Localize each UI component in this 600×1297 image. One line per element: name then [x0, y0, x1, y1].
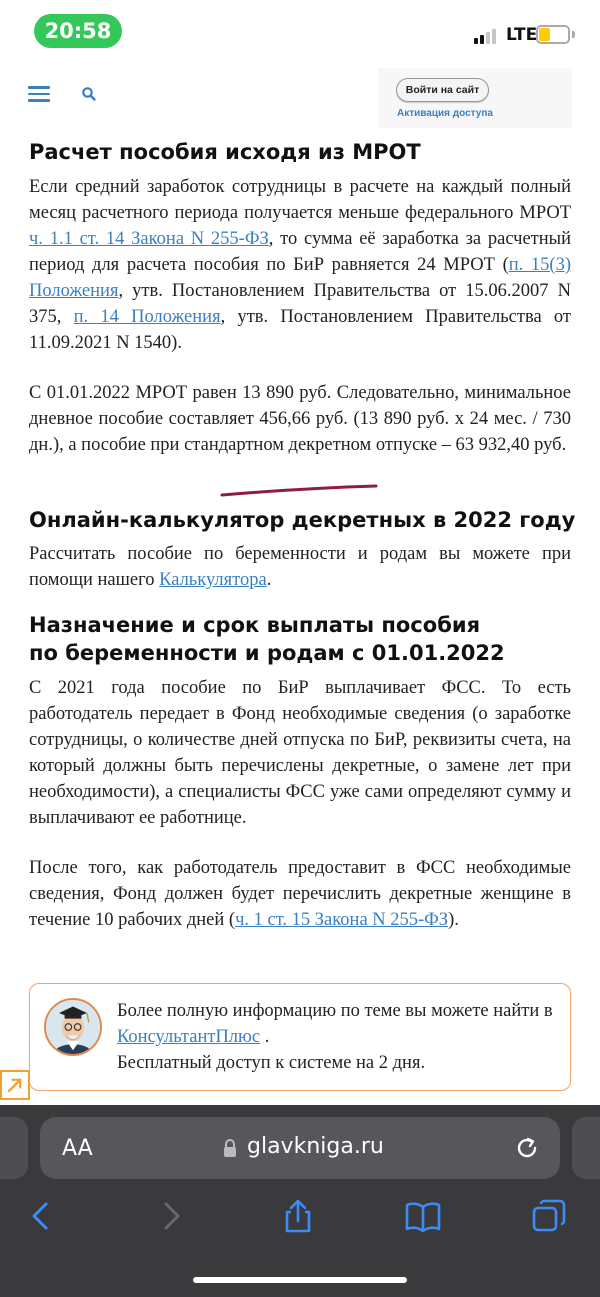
regulation-link-14[interactable]: п. 14 Положения	[73, 307, 221, 327]
law-link-255fz[interactable]: ч. 1.1 ст. 14 Закона N 255-ФЗ	[29, 229, 269, 249]
previous-tab-preview[interactable]	[0, 1117, 28, 1179]
login-button[interactable]: Войти на сайт	[396, 78, 489, 102]
signal-strength-icon	[474, 26, 500, 44]
professor-avatar-icon	[44, 998, 102, 1056]
bookmarks-icon[interactable]	[405, 1198, 441, 1234]
consultant-info-text: Более полную информацию по теме вы можете найти в КонсультантПлюс . Бесплатный доступ к системе на 2 дня.	[117, 1001, 553, 1073]
paragraph-mrot-2022: С 01.01.2022 МРОТ равен 13 890 руб. Следовательно, минимальное дневное пособие составляет 456,66 руб. (13 890 руб. х 24 мес. / 730 дн.), а пособие при стандартном декретном отпуске – 63 932,40 руб.	[29, 383, 571, 455]
section-heading-mrot: Расчет пособия исходя из МРОТ	[29, 140, 421, 164]
forward-arrow-icon[interactable]	[154, 1198, 190, 1234]
back-arrow-icon[interactable]	[24, 1198, 60, 1234]
network-type: LTE	[506, 25, 538, 45]
home-indicator[interactable]	[193, 1277, 407, 1283]
status-time[interactable]: 20:58	[34, 14, 122, 48]
section-heading-calculator: Онлайн-калькулятор декретных в 2022 году	[29, 508, 576, 532]
battery-tip	[572, 31, 575, 38]
search-icon[interactable]	[81, 86, 97, 102]
expand-arrow-icon[interactable]	[0, 1070, 30, 1100]
consultant-plus-link[interactable]: КонсультантПлюс	[117, 1027, 261, 1047]
paragraph-fss-payment: С 2021 года пособие по БиР выплачивает ФСС. То есть работодатель передает в Фонд необходимые сведения (о заработке сотрудницы, о количестве дней отпуска по БиР, реквизиты счета, на который должны быть перечислены декретные, о замене лет при необходимости), а специалисты ФСС уже сами определяют сумму и выплачивают ее работнице.	[29, 678, 571, 828]
paragraph-calculator: Рассчитать пособие по беременности и родам вы можете при помощи нашего Калькулятора.	[29, 544, 571, 590]
activation-link[interactable]: Активация доступа	[397, 108, 493, 119]
section-heading-payment	[29, 611, 505, 667]
law-link-15-255fz[interactable]: ч. 1 ст. 15 Закона N 255-ФЗ	[235, 910, 449, 930]
hamburger-menu-icon[interactable]	[28, 86, 50, 102]
battery-icon	[536, 25, 570, 44]
reload-icon[interactable]	[514, 1135, 540, 1161]
handwritten-underline-annotation	[218, 480, 380, 500]
lock-icon	[222, 1138, 238, 1158]
share-icon[interactable]	[280, 1198, 316, 1234]
url-text[interactable]: glavkniga.ru	[247, 1134, 384, 1159]
calculator-link[interactable]: Калькулятора	[159, 570, 267, 590]
text-size-button[interactable]: AA	[62, 1136, 93, 1161]
regulation-link-15-3[interactable]: п. 15(3) Положения	[29, 255, 571, 301]
section-heading-payment-line1: Назначение и срок выплаты пособия	[29, 613, 481, 637]
paragraph-payment-deadline: После того, как работодатель предоставит в ФСС необходимые сведения, Фонд должен будет перечислить декретные женщине в течение 10 рабочих дней (ч. 1 ст. 15 Закона N 255-ФЗ).	[29, 858, 571, 930]
next-tab-preview[interactable]	[572, 1117, 600, 1179]
tabs-icon[interactable]	[531, 1198, 567, 1234]
free-access-text: Бесплатный доступ к системе на 2 дня.	[117, 1053, 426, 1073]
paragraph-mrot-calculation: Если средний заработок сотрудницы в расчете на каждый полный месяц расчетного периода получается меньше федерального МРОТ ч. 1.1 ст. 14 Закона N 255-ФЗ, то сумма её заработка за расчетный период для расчета пособия по БиР равняется 24 МРОТ (п. 15(3) Положения, утв. Постановлением Правительства от 15.06.2007 N 375, п. 14 Положения, утв. Постановлением Правительства от 11.09.2021 N 1540).	[29, 177, 571, 353]
section-heading-payment-line2: по беременности и родам с 01.01.2022	[29, 641, 505, 665]
